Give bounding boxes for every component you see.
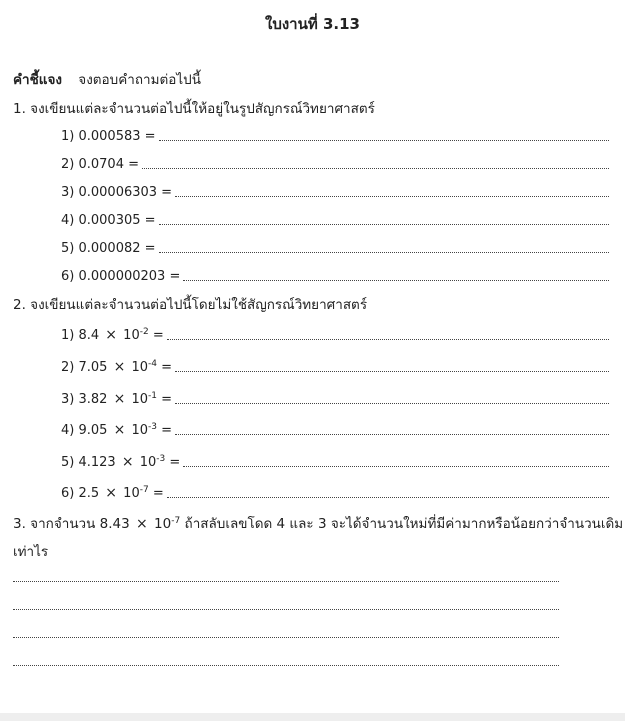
times-sign: ×	[121, 454, 134, 470]
times-sign: ×	[113, 422, 126, 438]
q1-item-label: 2) 0.0704 =	[61, 157, 139, 172]
page-bottom-edge	[0, 713, 625, 721]
q3-suffix: ถ้าสลับเลขโดด 4 และ 3 จะได้จำนวนใหม่ที่มีค่ามากหรือน้อยกว่าจำนวนเดิม	[184, 516, 624, 532]
power-base: 10	[131, 392, 148, 407]
instruction	[13, 68, 201, 90]
q2-item-prefix: 5) 4.123	[61, 455, 116, 470]
equals-sign: =	[169, 455, 181, 470]
instruction-text: จงตอบคำถามต่อไปนี้	[78, 72, 201, 88]
answer-line[interactable]	[159, 224, 609, 225]
answer-line[interactable]	[175, 434, 609, 435]
exponent: -2	[139, 327, 149, 337]
q2-item-2[interactable]	[61, 355, 609, 375]
answer-line[interactable]	[167, 497, 609, 498]
q2-item-5[interactable]	[61, 450, 609, 470]
answer-line[interactable]	[183, 280, 609, 281]
q2-item-prefix: 1) 8.4	[61, 328, 100, 343]
q2-item-1[interactable]	[61, 323, 609, 343]
answer-line-4[interactable]	[13, 664, 559, 666]
power-base: 10	[131, 423, 148, 438]
power-base: 10	[154, 516, 172, 532]
q1-item-label: 3) 0.00006303 =	[61, 185, 173, 200]
q2-item-6[interactable]	[61, 481, 609, 501]
answer-line[interactable]	[183, 466, 609, 467]
instruction-label: คำชี้แจง	[13, 72, 62, 88]
equals-sign: =	[152, 486, 164, 501]
equals-sign: =	[161, 423, 173, 438]
q1-item-label: 1) 0.000583 =	[61, 129, 156, 144]
answer-line-1[interactable]	[13, 580, 559, 582]
q2-item-4[interactable]	[61, 418, 609, 438]
q1-item-5[interactable]	[61, 236, 609, 256]
answer-line[interactable]	[175, 371, 609, 372]
exponent: -3	[156, 454, 166, 464]
q2-item-prefix: 4) 9.05	[61, 423, 108, 438]
times-sign: ×	[136, 516, 148, 532]
answer-line[interactable]	[159, 252, 609, 253]
answer-line[interactable]	[159, 140, 609, 141]
question-2: 2. จงเขียนแต่ละจำนวนต่อไปนี้โดยไม่ใช้สัญกรณ์วิทยาศาสตร์	[13, 297, 368, 313]
equals-sign: =	[161, 360, 173, 375]
equals-sign: =	[161, 392, 173, 407]
answer-line-2[interactable]	[13, 608, 559, 610]
exponent: -7	[171, 516, 181, 526]
answer-line[interactable]	[175, 403, 609, 404]
question-1: 1. จงเขียนแต่ละจำนวนต่อไปนี้ให้อยู่ในรูปสัญกรณ์วิทยาศาสตร์	[13, 101, 375, 117]
times-sign: ×	[105, 485, 118, 501]
q2-item-prefix: 3) 3.82	[61, 392, 108, 407]
q2-item-prefix: 6) 2.5	[61, 486, 100, 501]
page-title: ใบงานที่ 3.13	[265, 15, 360, 33]
answer-line[interactable]	[167, 339, 609, 340]
answer-line[interactable]	[142, 168, 609, 169]
q1-item-3[interactable]	[61, 180, 609, 200]
exponent: -4	[147, 359, 157, 369]
power-base: 10	[139, 455, 157, 470]
q1-item-4[interactable]	[61, 208, 609, 228]
times-sign: ×	[113, 391, 126, 407]
equals-sign: =	[152, 328, 164, 343]
q1-item-label: 5) 0.000082 =	[61, 241, 156, 256]
q1-item-2[interactable]	[61, 152, 609, 172]
times-sign: ×	[113, 359, 126, 375]
q2-item-3[interactable]	[61, 387, 609, 407]
q3-prefix: 3. จากจำนวน 8.43	[13, 516, 130, 532]
q1-item-1[interactable]	[61, 124, 609, 144]
q1-item-6[interactable]	[61, 264, 609, 284]
answer-line-3[interactable]	[13, 636, 559, 638]
power-base: 10	[131, 360, 148, 375]
q1-item-label: 6) 0.000000203 =	[61, 269, 181, 284]
answer-line[interactable]	[175, 196, 609, 197]
question-3-line-2: เท่าไร	[13, 544, 49, 560]
times-sign: ×	[105, 327, 118, 343]
power-base: 10	[123, 328, 140, 343]
exponent: -3	[147, 422, 157, 432]
q2-item-prefix: 2) 7.05	[61, 360, 108, 375]
exponent: -7	[139, 485, 149, 495]
exponent: -1	[147, 391, 157, 401]
q1-item-label: 4) 0.000305 =	[61, 213, 156, 228]
power-base: 10	[123, 486, 140, 501]
question-3	[13, 512, 623, 534]
